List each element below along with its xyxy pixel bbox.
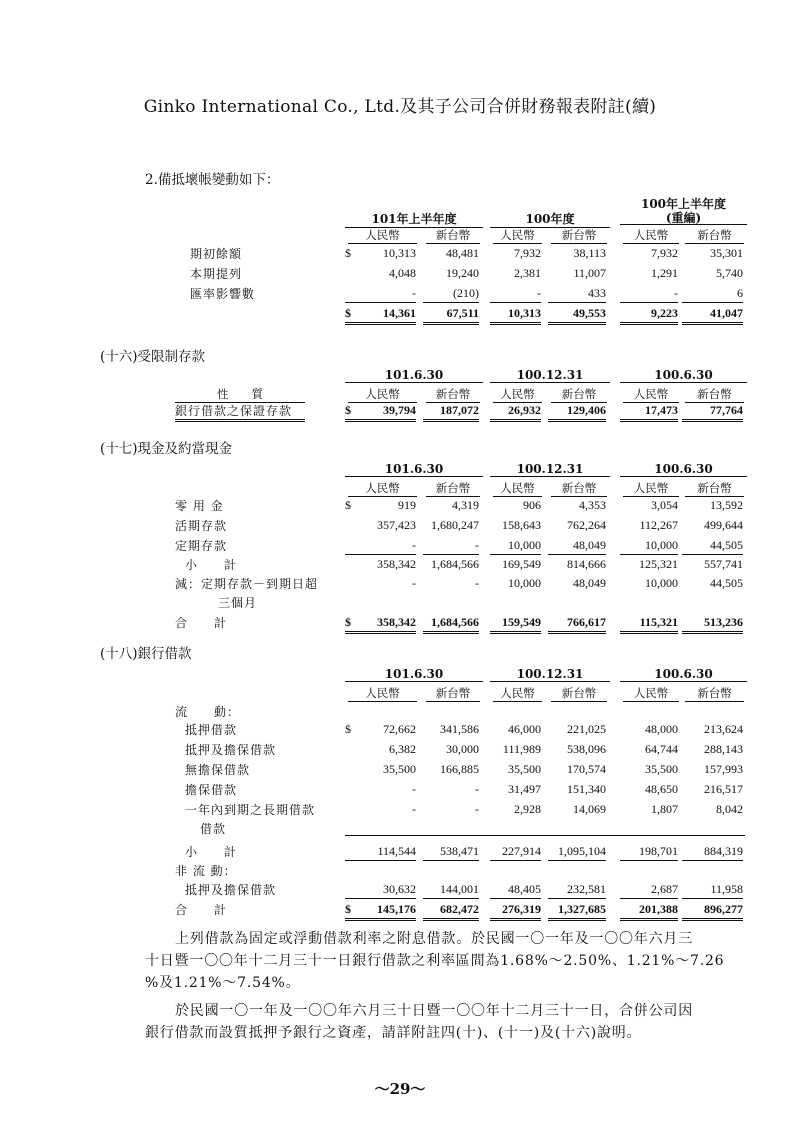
row-label: 活期存款 [175,519,228,533]
currency-header: 人民幣 [348,227,417,244]
paragraph-line: 於民國一〇一年及一〇〇年六月三十日暨一〇〇年十二月三十一日，合併公司因 [175,1003,693,1019]
currency-header: 新台幣 [426,685,480,702]
row-label: 非 流 動： [175,864,237,878]
currency-header: 新台幣 [426,227,480,244]
currency-header: 人民幣 [623,480,679,497]
amount-cell: 499,644 [704,518,743,532]
row-label: 流 動： [175,705,241,719]
amount-cell: 48,650 [645,782,678,796]
amount-cell: 30,000 [446,742,479,756]
currency-header: 人民幣 [623,227,679,244]
row-label: 零 用 金 [175,499,224,513]
section-heading: (十六)受限制存款 [100,349,206,365]
column-group-header: 101年上半年度 [345,210,483,228]
amount-cell: 35,500 [645,762,678,776]
column-group-note: (重編) [665,211,702,225]
amount-cell: 38,113 [573,246,606,260]
amount-cell: 884,319 [682,843,743,861]
column-group-header: 101.6.30 [345,462,483,477]
amount-cell: 513,236 [682,614,743,634]
amount-cell: 198,701 [620,843,678,861]
row-label: 擔保借款 [185,783,238,797]
amount-cell: 48,000 [645,722,678,736]
page-title: Ginko International Co., Ltd.及其子公司合併財務報表附註(續) [143,97,657,117]
dollar-sign: $ [345,246,351,260]
amount-cell: 4,353 [579,498,606,512]
amount-cell: 682,472 [423,901,479,921]
amount-cell: 112,267 [639,518,678,532]
dollar-sign: $ [345,902,351,916]
paragraph-line: 上列借款為固定或浮動借款利率之附息借款。於民國一〇一年及一〇〇年六月三 [175,931,693,947]
amount-cell: 44,505 [710,576,743,590]
amount-cell: 125,321 [639,557,678,571]
amount-cell: 2,381 [514,266,541,280]
amount-cell: 129,406 [548,402,606,422]
amount-cell: 2,687 [620,881,678,899]
dollar-sign: $ [345,498,351,512]
amount-cell: - [620,285,678,303]
amount-cell: 39,794 [345,402,416,422]
amount-cell: 1,095,104 [548,843,606,861]
currency-header: 新台幣 [551,685,607,702]
amount-cell: 227,914 [490,843,541,861]
amount-cell: 114,544 [345,843,416,861]
amount-cell: 10,000 [645,576,678,590]
column-group-header: 100.6.30 [620,368,747,383]
amount-cell: 72,662 [383,722,416,736]
amount-cell: 213,624 [704,722,743,736]
currency-header: 新台幣 [685,685,744,702]
amount-cell: 145,176 [345,901,416,921]
amount-cell: 7,932 [514,246,541,260]
row-label: 三個月 [218,596,258,610]
amount-cell: 358,342 [377,557,416,571]
currency-header: 人民幣 [348,386,417,403]
amount-cell: - [412,802,416,816]
amount-cell: 157,993 [704,762,743,776]
amount-cell: 6,382 [389,742,416,756]
currency-header: 新台幣 [685,227,744,244]
amount-cell: 1,291 [651,266,678,280]
dollar-sign: $ [345,306,351,320]
dollar-sign: $ [345,403,351,417]
amount-cell: (210) [423,285,479,303]
amount-cell: 10,000 [620,537,678,555]
column-group-header: 101.6.30 [345,368,483,383]
amount-cell: 1,684,566 [431,557,479,571]
row-label: 抵押借款 [185,723,238,737]
amount-cell: 919 [398,498,416,512]
currency-header: 人民幣 [348,480,417,497]
amount-cell: 14,361 [345,305,416,325]
column-group-header: 100年度 [490,210,610,228]
amount-cell: 159,549 [490,614,541,634]
amount-cell: 144,001 [423,881,479,899]
currency-header: 人民幣 [623,386,679,403]
amount-cell: 216,517 [704,782,743,796]
column-header-nature: 性 質 [175,386,305,403]
column-group-header: 100.12.31 [490,462,610,477]
column-group-header: 101.6.30 [345,667,483,682]
amount-cell: - [345,537,416,555]
amount-cell: 201,388 [620,901,678,921]
currency-header: 人民幣 [623,685,679,702]
section-heading: 2.備抵壞帳變動如下： [145,172,280,188]
amount-cell: 10,313 [383,246,416,260]
amount-cell: - [475,802,479,816]
paragraph-line: 十日暨一〇〇年十二月三十一日銀行借款之利率區間為1.68%～2.50%、1.21%～7.26 [145,953,725,969]
amount-cell: 276,319 [490,901,541,921]
amount-cell: - [475,782,479,796]
currency-header: 新台幣 [426,480,480,497]
currency-header: 人民幣 [493,685,542,702]
amount-cell: 10,313 [490,305,541,325]
amount-cell: - [345,285,416,303]
dollar-sign: $ [345,615,351,629]
currency-header: 新台幣 [551,386,607,403]
amount-cell: 46,000 [508,722,541,736]
row-label: 減：定期存款－到期日超 [175,577,319,591]
amount-cell: 187,072 [423,402,479,422]
currency-header: 新台幣 [685,386,744,403]
amount-cell: 1,684,566 [423,614,479,634]
amount-cell: - [490,285,541,303]
amount-cell: 19,240 [446,266,479,280]
section-heading: (十七)現金及約當現金 [100,441,233,457]
section-heading: (十八)銀行借款 [100,646,192,662]
paragraph-line: 銀行借款而設質抵押予銀行之資產，請詳附註四(十)、(十一)及(十六)說明。 [145,1025,642,1041]
column-group-header-underline [620,224,747,225]
amount-cell: 4,048 [389,266,416,280]
amount-cell: 14,069 [573,802,606,816]
row-label: 期初餘額 [190,247,243,261]
amount-cell: 341,586 [440,722,479,736]
amount-cell: 49,553 [548,305,606,325]
currency-header: 新台幣 [685,480,744,497]
column-group-header: 100.12.31 [490,368,610,383]
currency-header: 新台幣 [426,386,480,403]
amount-cell: 896,277 [682,901,743,921]
amount-cell: 1,327,685 [548,901,606,921]
row-label: 定期存款 [175,539,228,553]
amount-cell: - [423,537,479,555]
amount-cell: 6 [682,285,743,303]
amount-cell: 111,989 [502,742,541,756]
paragraph-line: %及1.21%～7.54%。 [145,975,301,991]
amount-cell: 538,096 [567,742,606,756]
amount-cell: 35,301 [710,246,743,260]
amount-cell: 538,471 [423,843,479,861]
amount-cell: 232,581 [548,881,606,899]
amount-cell: 64,744 [645,742,678,756]
column-group-header: 100.6.30 [620,667,747,682]
amount-cell: 13,592 [710,498,743,512]
amount-cell: - [412,782,416,796]
amount-cell: 357,423 [377,518,416,532]
amount-cell: 2,928 [514,802,541,816]
amount-cell: 10,000 [508,576,541,590]
amount-cell: 9,223 [620,305,678,325]
amount-cell: 158,643 [502,518,541,532]
currency-header: 人民幣 [493,386,542,403]
row-label: 抵押及擔保借款 [185,743,277,757]
amount-cell: 35,500 [383,762,416,776]
row-label: 本期提列 [190,267,243,281]
amount-cell: 1,807 [651,802,678,816]
amount-cell: 358,342 [345,614,416,634]
row-label: 小 計 [185,845,238,859]
currency-header: 新台幣 [551,480,607,497]
amount-cell: 5,740 [716,266,743,280]
amount-cell: 30,632 [345,881,416,899]
amount-cell: 11,007 [573,266,606,280]
row-label: 小 計 [185,558,238,572]
amount-cell: 48,405 [490,881,541,899]
amount-cell: 115,321 [620,614,678,634]
page-number: ～29～ [374,1080,426,1098]
row-label: 無擔保借款 [185,763,251,777]
row-label: 借款 [200,822,227,836]
amount-cell: 8,042 [716,802,743,816]
row-label: 合 計 [175,903,228,917]
amount-cell: 151,340 [567,782,606,796]
amount-cell: 221,025 [567,722,606,736]
amount-cell: 169,549 [502,557,541,571]
dollar-sign: $ [345,722,351,736]
amount-cell: 10,000 [490,537,541,555]
amount-cell: 48,049 [573,576,606,590]
amount-cell: 44,505 [682,537,743,555]
row-label: 匯率影響數 [190,287,256,301]
amount-cell: 35,500 [508,762,541,776]
row-label: 一年內到期之長期借款 [185,803,316,817]
amount-cell: 170,574 [567,762,606,776]
amount-cell: 7,932 [651,246,678,260]
amount-cell: 766,617 [548,614,606,634]
amount-cell: 1,680,247 [431,518,479,532]
row-label: 合 計 [175,616,228,630]
amount-cell: 814,666 [567,557,606,571]
amount-cell: 48,049 [548,537,606,555]
amount-cell: 67,511 [423,305,479,325]
amount-cell: 41,047 [682,305,743,325]
amount-cell: 48,481 [446,246,479,260]
amount-cell: 11,958 [682,881,743,899]
amount-cell: 77,764 [682,402,743,422]
amount-cell: - [475,576,479,590]
amount-cell: 31,497 [508,782,541,796]
currency-header: 新台幣 [551,227,607,244]
currency-header: 人民幣 [493,480,542,497]
amount-cell: 906 [523,498,541,512]
amount-cell: 288,143 [704,742,743,756]
rule-line [345,835,745,836]
currency-header: 人民幣 [493,227,542,244]
amount-cell: 17,473 [620,402,678,422]
row-label: 銀行借款之保證存款 [175,402,305,422]
amount-cell: 762,264 [567,518,606,532]
amount-cell: 26,932 [490,402,541,422]
amount-cell: 557,741 [704,557,743,571]
column-group-header: 100年上半年度 [640,197,727,211]
column-group-header: 100.12.31 [490,667,610,682]
amount-cell: 433 [548,285,606,303]
currency-header: 人民幣 [348,685,417,702]
amount-cell: 4,319 [452,498,479,512]
amount-cell: 3,054 [651,498,678,512]
amount-cell: 166,885 [440,762,479,776]
amount-cell: - [412,576,416,590]
column-group-header: 100.6.30 [620,462,747,477]
row-label: 抵押及擔保借款 [185,883,277,897]
